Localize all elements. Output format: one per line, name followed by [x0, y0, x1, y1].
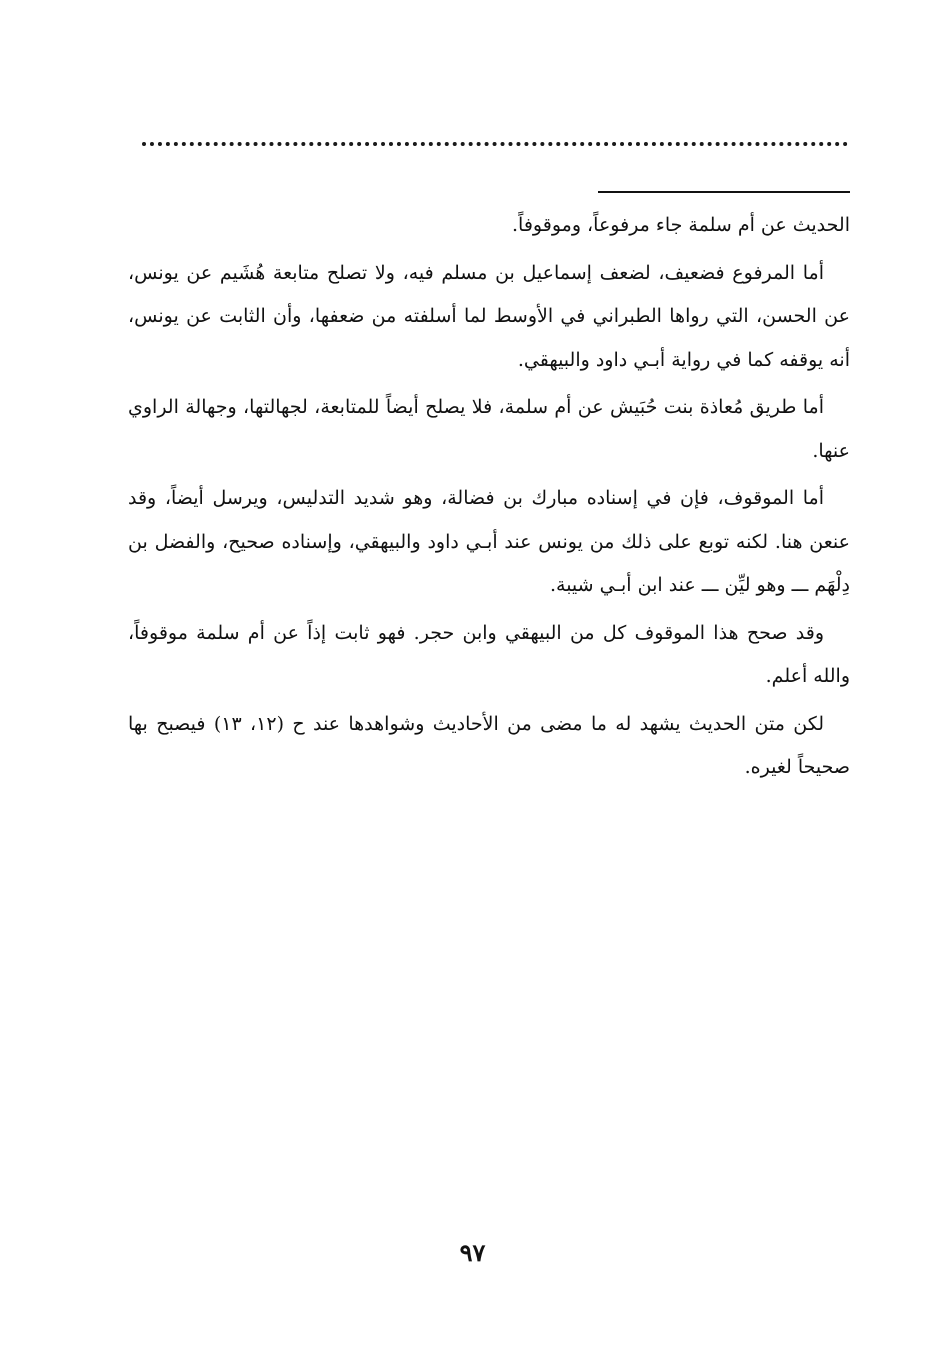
paragraph-2: أما المرفوع فضعيف، لضعف إسماعيل بن مسلم فيه، ولا تصلح متابعة هُشَيم عن يونس، عن الحسن، التي رواها الطبراني في الأوسط لما أسلفته من ضعفها، وأن الثابت عن يونس، أنه يوقفه كما في رواية أبـي داود والبيهقي. — [128, 261, 850, 371]
paragraph-5: وقد صحح هذا الموقوف كل من البيهقي وابن حجر. فهو ثابت إذاً عن أم سلمة موقوفاً، والله أعلم. — [128, 621, 850, 687]
paragraph-4: أما الموقوف، فإن في إسناده مبارك بن فضالة، وهو شديد التدليس، ويرسل أيضاً، وقد عنعن هنا. لكنه توبع على ذلك من يونس عند أبـي داود والبيهقي، وإسناده صحيح، والفضل بن دِلْهَم ـــ وهو ليِّن ـــ عند ابن أبـي شيبة. — [128, 487, 850, 596]
body-text — [128, 204, 850, 794]
paragraph-1: الحديث عن أم سلمة جاء مرفوعاً، وموقوفاً. — [512, 214, 850, 236]
page-number: ٩٧ — [459, 1238, 486, 1267]
section-separator-line — [598, 191, 850, 193]
paragraph-3: أما طريق مُعاذة بنت حُبَيش عن أم سلمة، فلا يصلح أيضاً للمتابعة، لجهالتها، وجهالة الراوي عنها. — [128, 396, 850, 462]
paragraph-6: لكن متن الحديث يشهد له ما مضى من الأحاديث وشواهدها عند ح (١٢، ١٣) فيصبح بها صحيحاً لغيره. — [128, 712, 850, 778]
header-dotted-separator — [142, 142, 848, 146]
